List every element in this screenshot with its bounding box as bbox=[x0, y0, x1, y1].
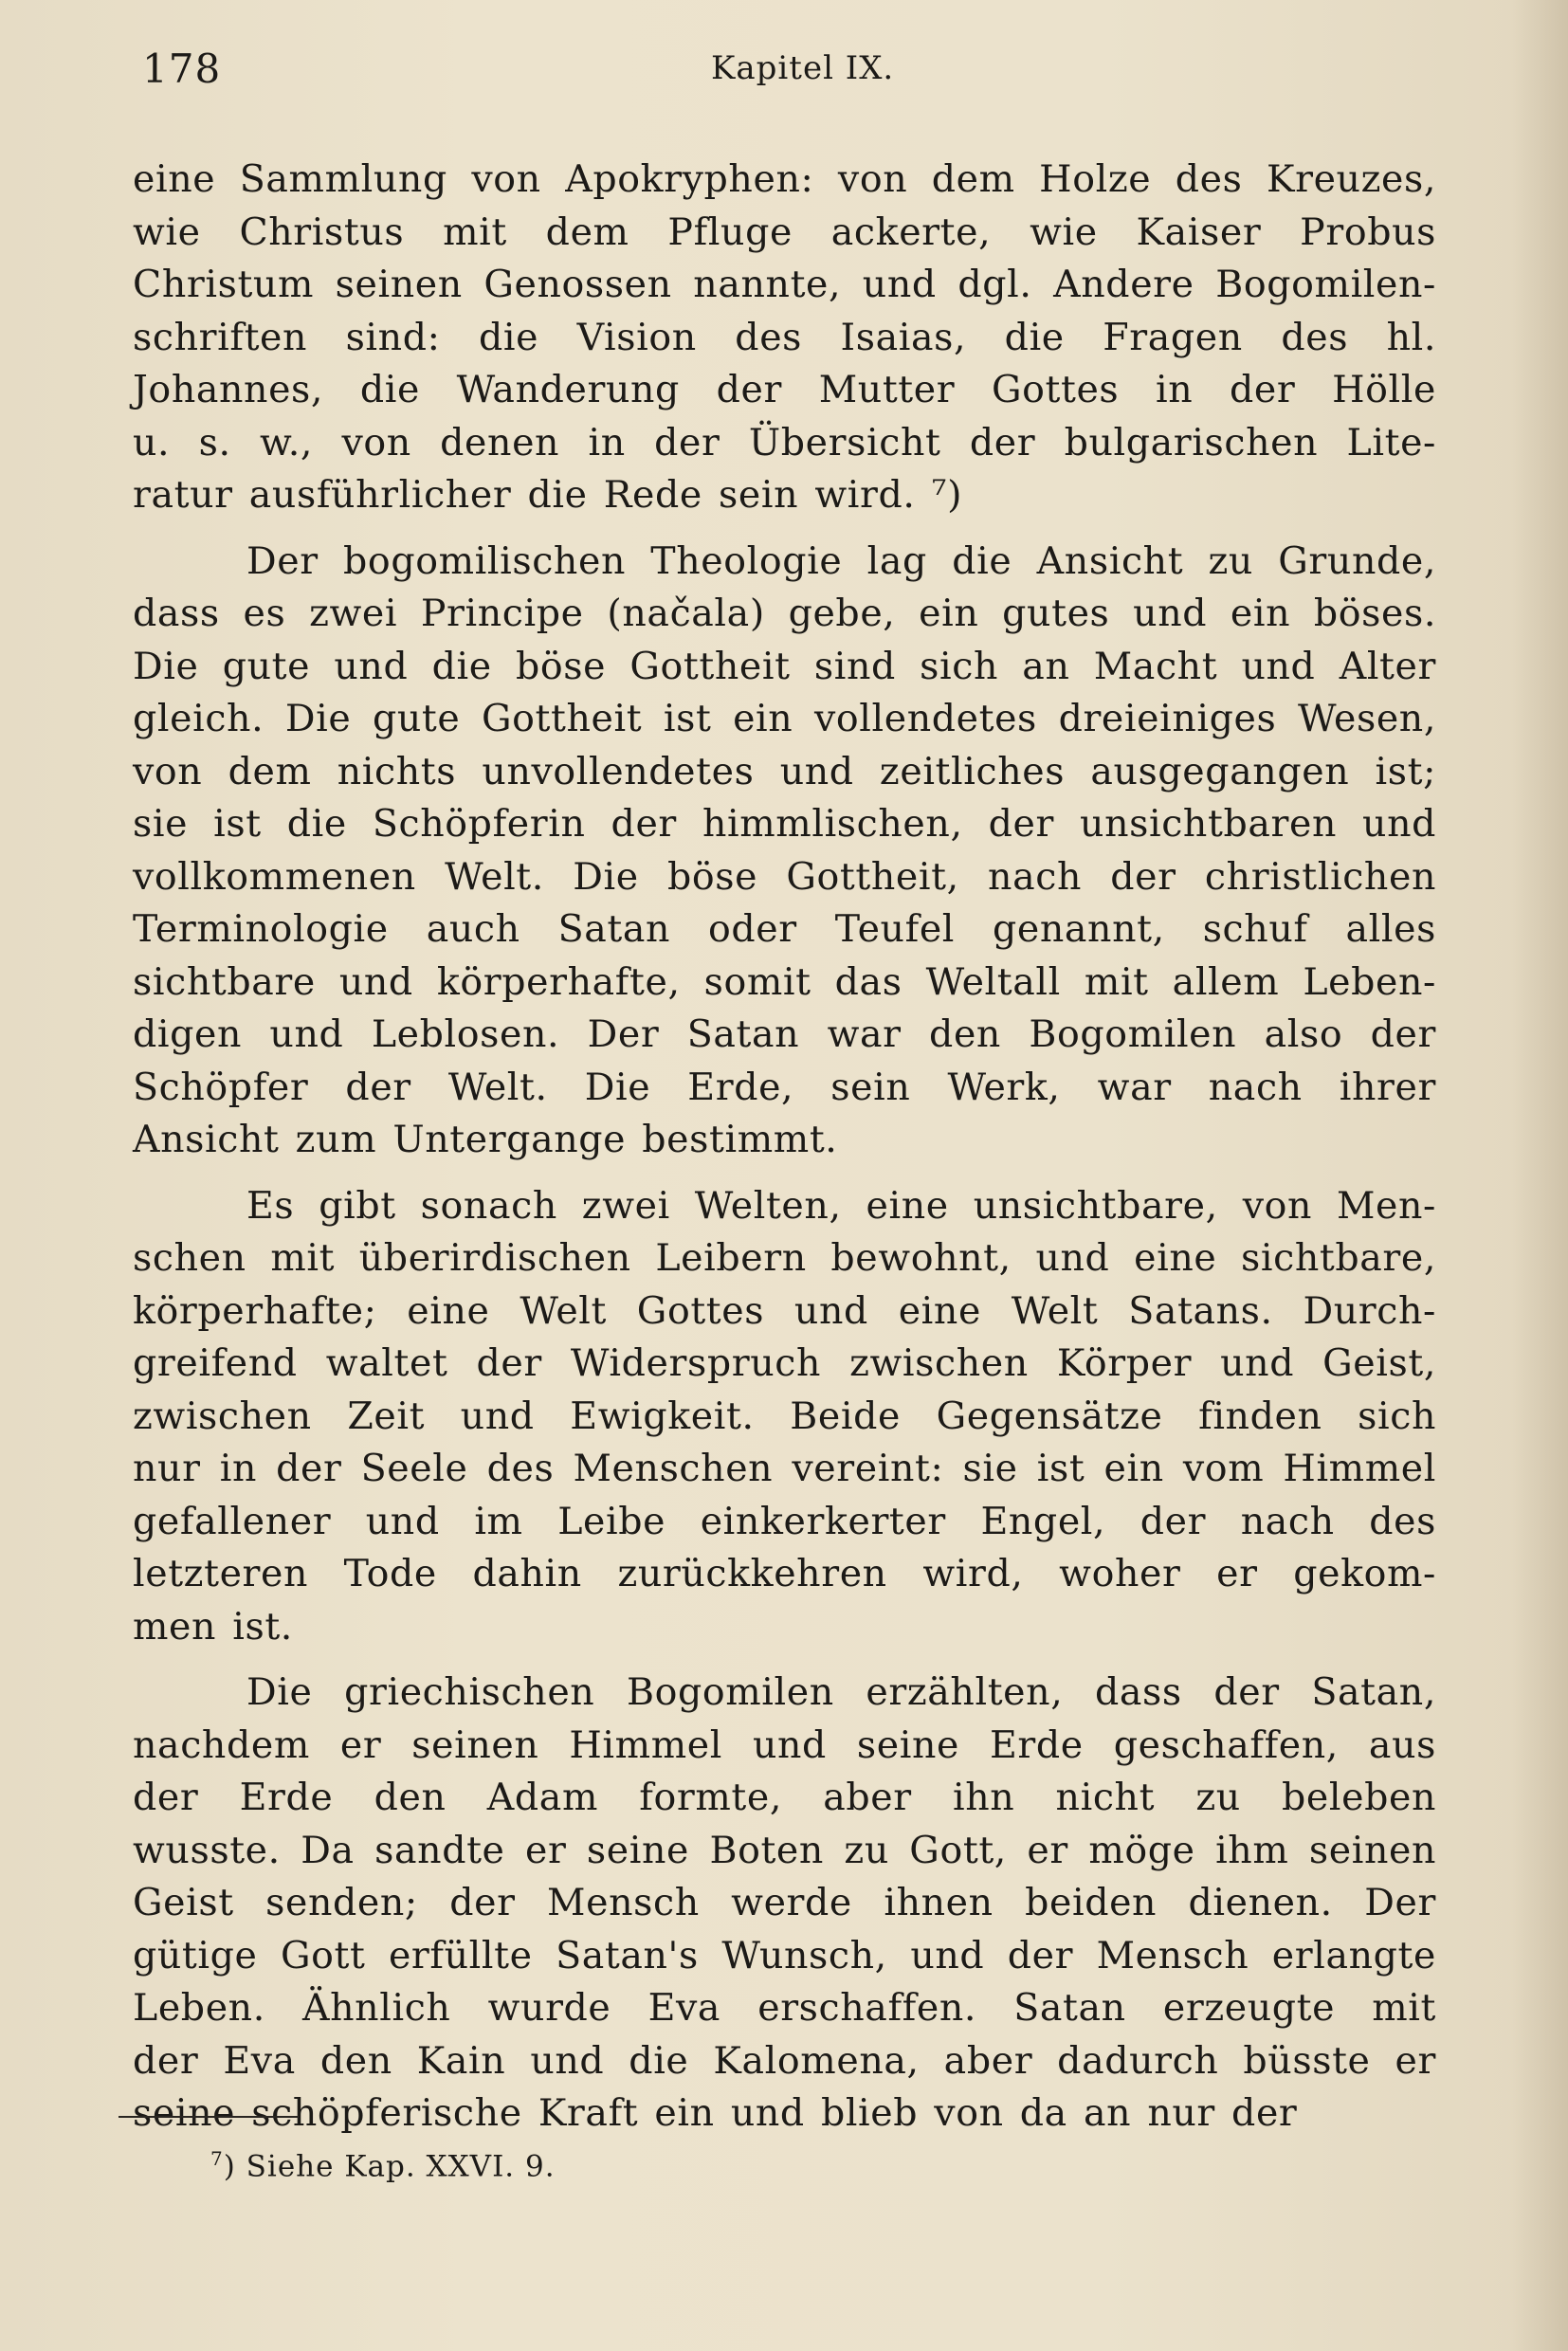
text-line: seine schöpferische Kraft ein und blieb von da an nur der bbox=[133, 2091, 1298, 2135]
footnote-marker: 7 bbox=[210, 2147, 224, 2170]
footnote-text: ) Siehe Kap. XXVI. 9. bbox=[223, 2149, 556, 2184]
text-line: Ansicht zum Untergange bestimmt. bbox=[133, 1118, 838, 1161]
text-line: gleich. Die gute Gottheit ist ein vollendetes dreieiniges Wesen, bbox=[133, 697, 1436, 740]
text-line: von dem nichts unvollendetes und zeitliches ausgegangen ist; bbox=[133, 749, 1436, 793]
text-line: gütige Gott erfüllte Satan's Wunsch, und der Mensch erlangte bbox=[133, 1933, 1436, 1977]
text-line: men ist. bbox=[133, 1604, 293, 1649]
text-line: körperhafte; eine Welt Gottes und eine Welt Satans. Durch- bbox=[133, 1288, 1436, 1333]
text-line: wusste. Da sandte er seine Boten zu Gott, er möge ihm seinen bbox=[133, 1828, 1436, 1872]
text-line: eine Sammlung von Apokryphen: von dem Holze des Kreuzes, bbox=[133, 157, 1436, 201]
text-line: vollkommenen Welt. Die böse Gottheit, nach der christlichen bbox=[133, 854, 1436, 899]
paragraph-gap bbox=[133, 1653, 1436, 1667]
text-line: sie ist die Schöpferin der himmlischen, der unsichtbaren und bbox=[133, 802, 1436, 846]
footnote-rule bbox=[119, 2116, 299, 2118]
text-line: nachdem er seinen Himmel und seine Erde geschaffen, aus bbox=[133, 1722, 1436, 1767]
paragraph-gap bbox=[133, 522, 1436, 536]
paragraph-gap bbox=[133, 1167, 1436, 1180]
text-line: digen und Leblosen. Der Satan war den Bogomilen also der bbox=[133, 1012, 1436, 1056]
paragraph bbox=[133, 1180, 1436, 1654]
text-line: Terminologie auch Satan oder Teufel genannt, schuf alles bbox=[133, 907, 1436, 951]
page-edge-shadow bbox=[1511, 0, 1568, 2351]
text-line: Die griechischen Bogomilen erzählten, dass der Satan, bbox=[246, 1670, 1436, 1714]
text-line: schen mit überirdischen Leibern bewohnt, und eine sichtbare, bbox=[133, 1236, 1436, 1280]
text-line: Schöpfer der Welt. Die Erde, sein Werk, war nach ihrer bbox=[133, 1065, 1436, 1109]
text-line: wie Christus mit dem Pfluge ackerte, wie Kaiser Probus bbox=[133, 210, 1436, 254]
page-header bbox=[142, 46, 1450, 102]
text-line: schriften sind: die Vision des Isaias, die Fragen des hl. bbox=[133, 315, 1436, 359]
paragraph bbox=[133, 1667, 1436, 2141]
text-line: letzteren Tode dahin zurückkehren wird, woher er gekom- bbox=[133, 1552, 1436, 1595]
text-line: gefallener und im Leibe einkerkerter Engel, der nach des bbox=[133, 1499, 1436, 1543]
text-line: Die gute und die böse Gottheit sind sich an Macht und Alter bbox=[133, 644, 1436, 688]
footnote bbox=[210, 2147, 556, 2183]
text-line: Johannes, die Wanderung der Mutter Gottes in der Hölle bbox=[133, 368, 1436, 411]
text-line: Der bogomilischen Theologie lag die Ansicht zu Grunde, bbox=[246, 538, 1436, 583]
page-number: 178 bbox=[142, 46, 222, 92]
text-line: dass es zwei Principe (načala) gebe, ein gutes und ein böses. bbox=[133, 592, 1436, 635]
body-text bbox=[133, 154, 1436, 2141]
text-line: Es gibt sonach zwei Welten, eine unsichtbare, von Men- bbox=[246, 1183, 1436, 1228]
running-head: Kapitel IX. bbox=[711, 49, 895, 87]
text-line: u. s. w., von denen in der Übersicht der bulgarischen Lite- bbox=[133, 420, 1436, 465]
text-line: Leben. Ähnlich wurde Eva erschaffen. Satan erzeugte mit bbox=[133, 1986, 1436, 2030]
text-line: nur in der Seele des Menschen vereint: sie ist ein vom Himmel bbox=[133, 1447, 1436, 1490]
text-line: sichtbare und körperhafte, somit das Weltall mit allem Leben- bbox=[133, 959, 1436, 1004]
paragraph bbox=[133, 154, 1436, 522]
text-line: Christum seinen Genossen nannte, und dgl. Andere Bogomilen- bbox=[133, 263, 1436, 306]
text-line: der Erde den Adam formte, aber ihn nicht zu beleben bbox=[133, 1776, 1436, 1819]
paragraph bbox=[133, 536, 1436, 1167]
text-line: greifend waltet der Widerspruch zwischen Körper und Geist, bbox=[133, 1341, 1436, 1385]
text-line: Geist senden; der Mensch werde ihnen beiden dienen. Der bbox=[133, 1881, 1436, 1924]
text-line: ratur ausführlicher die Rede sein wird. ⁷) bbox=[133, 473, 963, 517]
text-line: zwischen Zeit und Ewigkeit. Beide Gegensätze finden sich bbox=[133, 1394, 1436, 1438]
text-line: der Eva den Kain und die Kalomena, aber dadurch büsste er bbox=[133, 2038, 1436, 2083]
